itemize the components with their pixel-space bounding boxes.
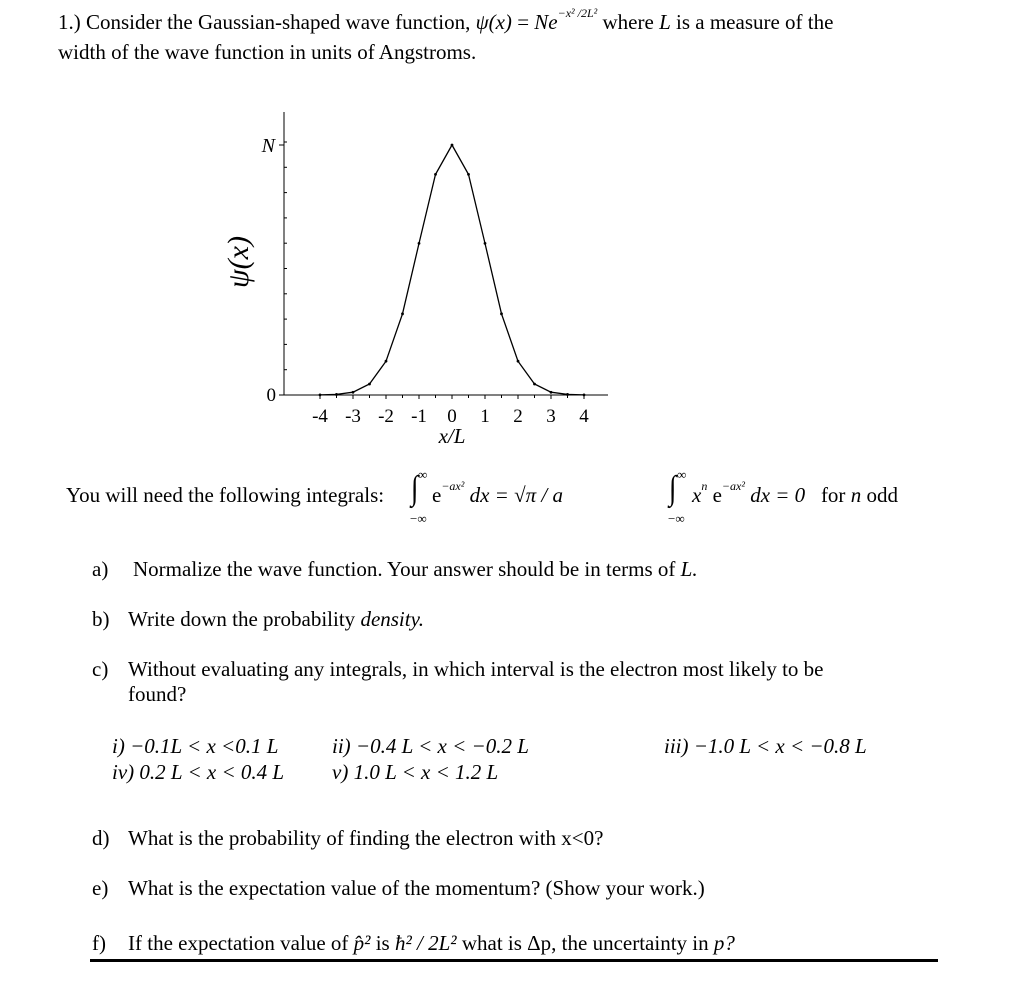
x-tick-label: 1 (480, 406, 490, 427)
question-a-label: a) (92, 557, 109, 581)
question-f-phat: p̂² (353, 931, 371, 955)
data-point (500, 312, 503, 315)
question-f-text1: If the expectation value of (128, 931, 349, 955)
question-d-label: d) (92, 826, 110, 850)
intro-where: where (602, 10, 654, 34)
question-e-label: e) (92, 876, 109, 900)
data-point (467, 173, 470, 176)
y-axis-label: ψ(x) (222, 236, 255, 288)
option-ii: ii) −0.4 L < x < −0.2 L (332, 734, 529, 758)
x-tick-label: -1 (411, 406, 427, 427)
x-tick-label: -2 (378, 406, 394, 427)
integral-2-result: dx = 0 (750, 483, 806, 507)
question-f-value: ħ² / 2L² (394, 931, 457, 955)
bottom-rule (90, 959, 938, 962)
y-tick-label-N: N (261, 135, 275, 157)
integral-1-e: e (432, 483, 442, 507)
x-tick-label: 0 (447, 406, 457, 427)
question-d-text: What is the probability of finding the electron with x<0? (128, 826, 604, 850)
question-f-label: f) (92, 931, 106, 955)
problem-statement (58, 6, 834, 35)
x-tick-label: -3 (345, 406, 361, 427)
question-a-text: Normalize the wave function. Your answer should be in terms of (133, 557, 676, 581)
data-point (368, 383, 371, 386)
equals-sign: = (517, 10, 530, 34)
integral-2-note-for: for (820, 483, 846, 507)
option-iii: iii) −1.0 L < x < −0.8 L (664, 734, 867, 758)
intro-measure: is a measure of the (676, 10, 834, 34)
data-point (517, 360, 520, 363)
x-axis-label: x/L (438, 424, 466, 448)
integral-2-lower: −∞ (668, 511, 685, 526)
question-f (92, 931, 735, 956)
question-f-p: p? (713, 931, 735, 955)
data-point (434, 173, 437, 176)
data-point (418, 242, 421, 245)
x-tick-label: 2 (513, 406, 523, 427)
question-c-line2: found? (128, 682, 187, 706)
data-point (335, 393, 338, 396)
option-v: v) 1.0 L < x < 1.2 L (332, 760, 499, 784)
x-tick-label: -4 (312, 406, 328, 427)
question-c-label: c) (92, 657, 109, 681)
option-i: i) −0.1L < x <0.1 L (112, 734, 279, 758)
question-b-density: density. (360, 607, 425, 631)
integral-2-power: n (701, 479, 708, 493)
data-point (583, 394, 586, 397)
integral-2-upper: ∞ (677, 467, 687, 482)
data-point (352, 391, 355, 394)
question-c (92, 657, 824, 682)
question-b (92, 607, 425, 632)
data-point (319, 394, 322, 397)
integral-sign-icon: ∫ (410, 470, 419, 507)
exponential-e: e (548, 10, 558, 34)
integral-2-exponent: −ax² (721, 479, 745, 493)
problem-statement-line2: width of the wave function in units of Angstroms. (58, 40, 477, 64)
wave-function-lhs: ψ(x) (475, 10, 512, 34)
integral-2-note-n: n (850, 483, 862, 507)
integral-1-exponent: −ax² (441, 479, 465, 493)
question-f-text2: what is Δp, the uncertainty in (461, 931, 709, 955)
integral-1-result: dx = √π / a (469, 483, 563, 507)
question-b-label: b) (92, 607, 110, 631)
data-point (451, 144, 454, 147)
integral-2-note-odd: odd (866, 483, 898, 507)
question-d (92, 826, 604, 851)
data-point (385, 360, 388, 363)
integrals-lead: You will need the following integrals: (66, 483, 385, 507)
normalization-symbol: N (534, 10, 549, 34)
question-a-L: L. (680, 557, 698, 581)
data-point (566, 393, 569, 396)
gaussian-curve (320, 145, 584, 395)
data-point (484, 242, 487, 245)
x-tick-label: 3 (546, 406, 556, 427)
integral-2-e: e (712, 483, 722, 507)
option-iv: iv) 0.2 L < x < 0.4 L (112, 760, 285, 784)
x-tick-label: 4 (579, 406, 589, 427)
question-a (92, 557, 698, 582)
integral-2-x: x (692, 483, 702, 507)
integral-1-lower: −∞ (410, 511, 427, 526)
question-b-text: Write down the probability (128, 607, 356, 631)
y-tick-label-0: 0 (266, 385, 276, 406)
problem-intro: Consider the Gaussian-shaped wave function, (86, 10, 471, 34)
data-point (533, 383, 536, 386)
integral-sign-icon: ∫ (668, 470, 677, 507)
question-f-is: is (375, 931, 390, 955)
data-point (550, 391, 553, 394)
question-e-text: What is the expectation value of the momentum? (Show your work.) (128, 876, 705, 900)
problem-number: 1.) (58, 10, 81, 34)
question-c-line1: Without evaluating any integrals, in which interval is the electron most likely to be (128, 657, 824, 681)
wave-function-exponent: −x² /2L² (557, 6, 598, 20)
data-point (401, 312, 404, 315)
question-e (92, 876, 705, 901)
width-symbol: L (659, 10, 671, 34)
integral-1-upper: ∞ (418, 467, 428, 482)
